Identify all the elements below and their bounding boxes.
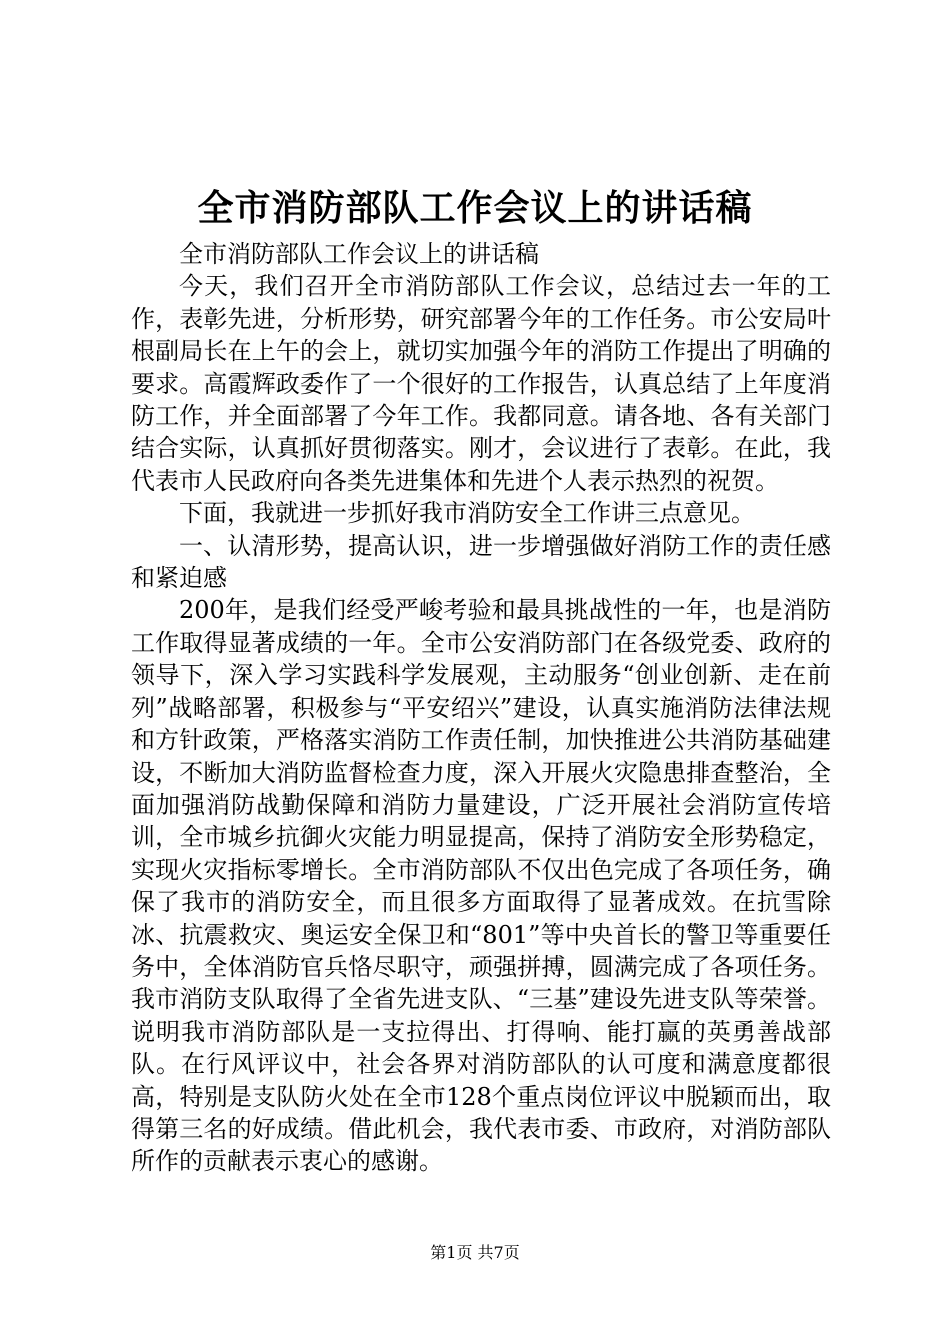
paragraph-opening: 今天，我们召开全市消防部队工作会议，总结过去一年的工作，表彰先进，分析形势，研究部署今年的工作任务。市公安局叶根副局长在上午的会上，就切实加强今年的消防工作提出了明确的要求。高霞辉政委作了一个很好的工作报告，认真总结了上年度消防工作，并全面部署了今年工作。我都同意。请各地、各有关部门结合实际，认真抓好贯彻落实。刚才，会议进行了表彰。在此，我代表市人民政府向各类先进集体和先进个人表示热烈的祝贺。 <box>131 272 831 495</box>
section-heading-1: 一、认清形势，提高认识，进一步增强做好消防工作的责任感和紧迫感 <box>131 531 831 593</box>
document-title: 全市消防部队工作会议上的讲话稿 <box>197 187 753 229</box>
document-body <box>131 238 831 1178</box>
paragraph-intro-points: 下面，我就进一步抓好我市消防安全工作讲三点意见。 <box>179 499 755 528</box>
paragraph-review: 200年，是我们经受严峻考验和最具挑战性的一年，也是消防工作取得显著成绩的一年。全市公安消防部门在各级党委、政府的领导下，深入学习实践科学发展观，主动服务“创业创新、走在前列”战略部署，积极参与“平安绍兴”建设，认真实施消防法律法规和方针政策，严格落实消防工作责任制，加快推进公共消防基础建设，不断加大消防监督检查力度，深入开展火灾隐患排查整治，全面加强消防战勤保障和消防力量建设，广泛开展社会消防宣传培训，全市城乡抗御火灾能力明显提高，保持了消防安全形势稳定，实现火灾指标零增长。全市消防部队不仅出色完成了各项任务，确保了我市的消防安全，而且很多方面取得了显著成效。在抗雪除冰、抗震救灾、奥运安全保卫和“801”等中央首长的警卫等重要任务中，全体消防官兵恪尽职守，顽强拼搏，圆满完成了各项任务。我市消防支队取得了全省先进支队、“三基”建设先进支队等荣誉。说明我市消防部队是一支拉得出、打得响、能打赢的英勇善战部队。在行风评议中，社会各界对消防部队的认可度和满意度都很高，特别是支队防火处在全市128个重点岗位评议中脱颖而出，取得第三名的好成绩。借此机会，我代表市委、市政府，对消防部队所作的贡献表示衷心的感谢。 <box>131 596 831 1176</box>
paragraph-subtitle: 全市消防部队工作会议上的讲话稿 <box>179 240 539 268</box>
page-number: 第1页 共7页 <box>430 1243 520 1262</box>
